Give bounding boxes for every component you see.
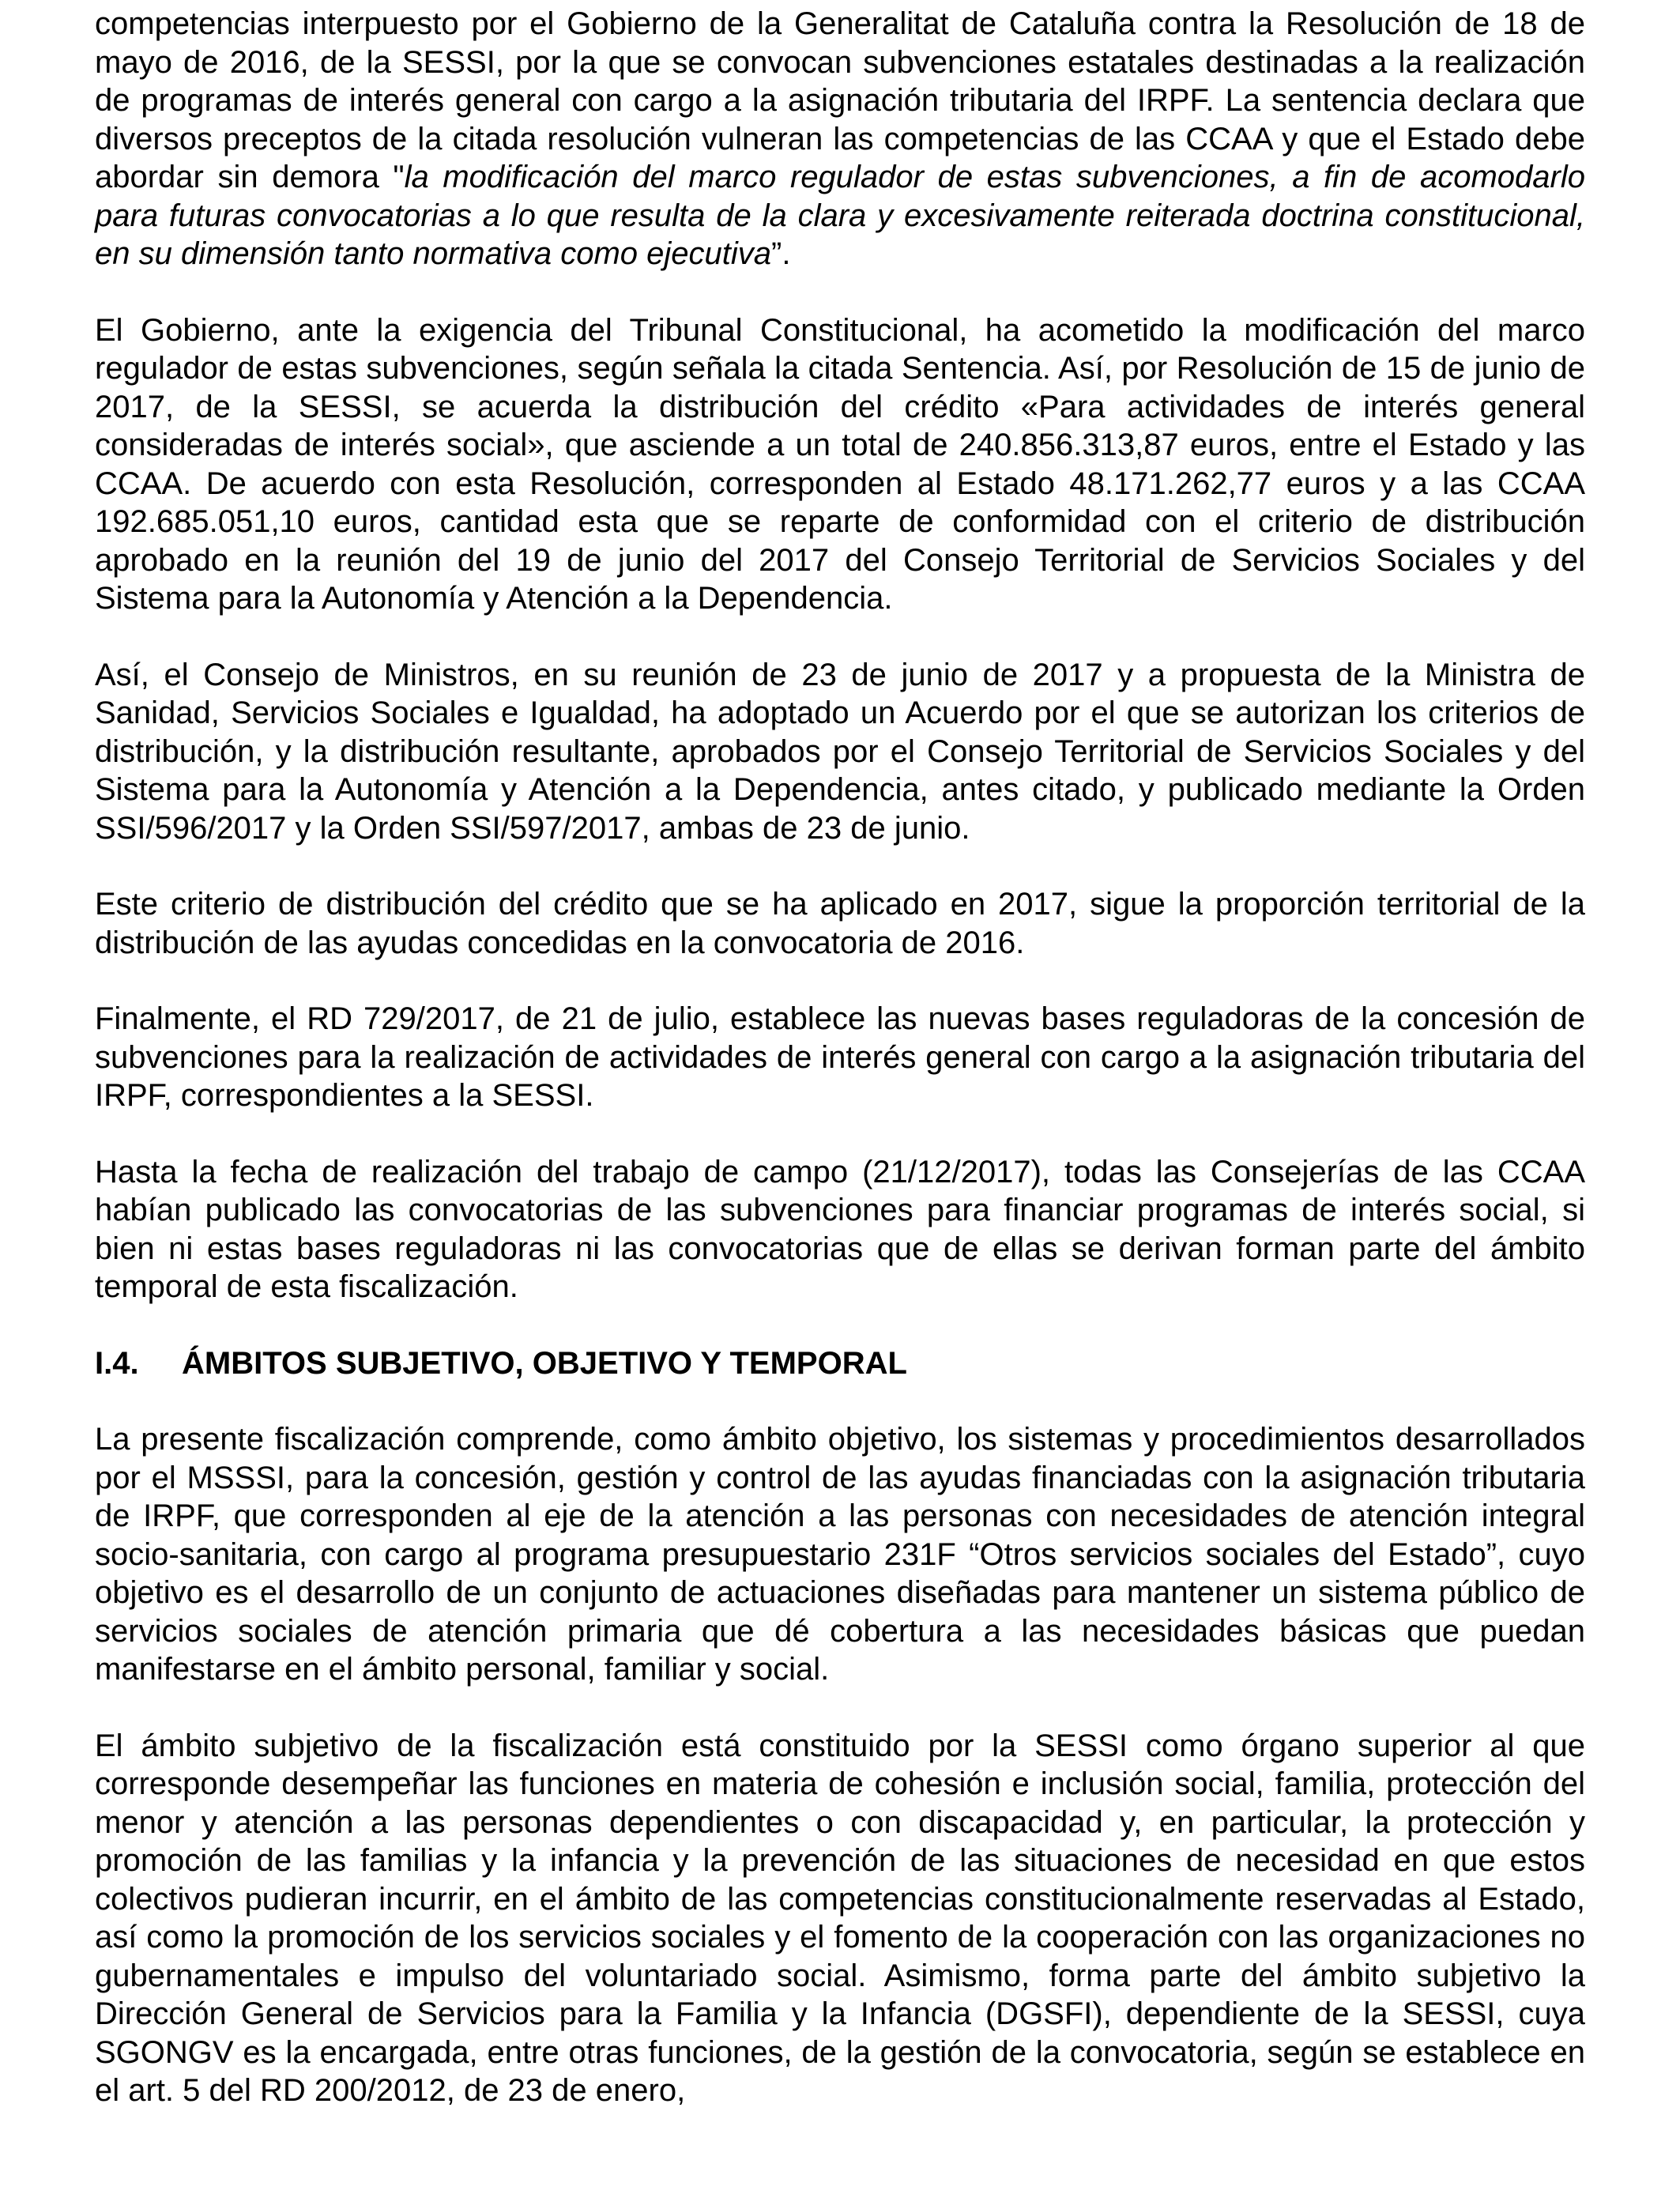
paragraph-rd-729-2017: Finalmente, el RD 729/2017, de 21 de julio, establece las nuevas bases reguladoras de la concesión de subvenciones para la realización de actividades de interés general con cargo a la asignación tributaria del IRPF, correspondientes a la SESSI. [95,1001,1585,1113]
italic-quote: la modificación del marco regulador de estas subvenciones, a fin de acomodarlo para futuras convocatorias a lo que resulta de la clara y excesivamente reiterada doctrina constitucional, en su dimensión tanto normativa como ejecutiva [95,160,1585,271]
section-heading [95,1344,1585,1383]
paragraph-ambito-subjetivo: El ámbito subjetivo de la fiscalización está constituido por la SESSI como órgano superior al que corresponde desempeñar las funciones en materia de cohesión e inclusión social, familia, protección del menor y atención a las personas dependientes o con discapacidad y, en particular, la protección y promoción de las familias y la infancia y la prevención de las situaciones de necesidad en que estos colectivos pudieran incurrir, en el ámbito de las competencias constitucionalmente reservadas al Estado, así como la promoción de los servicios sociales y el fomento de la cooperación con las organizaciones no gubernamentales e impulso del voluntariado social. Asimismo, forma parte del ámbito subjetivo la Dirección General de Servicios para la Familia y la Infancia (DGSFI), dependiente de la SESSI, cuya SGONGV es la encargada, entre otras funciones, de la gestión de la convocatoria, según se establece en el art. 5 del RD 200/2012, de 23 de enero, [95,1728,1585,2108]
paragraph-criterio-distribucion: Este criterio de distribución del crédito que se ha aplicado en 2017, sigue la proporción territorial de la distribución de las ayudas concedidas en la convocatoria de 2016. [95,887,1585,960]
paragraph-consejo-ministros: Así, el Consejo de Ministros, en su reunión de 23 de junio de 2017 y a propuesta de la Ministra de Sanidad, Servicios Sociales e Igualdad, ha adoptado un Acuerdo por el que se autorizan los criterios de distribución, y la distribución resultante, aprobados por el Consejo Territorial de Servicios Sociales y del Sistema para la Autonomía y Atención a la Dependencia, antes citado, y publicado mediante la Orden SSI/596/2017 y la Orden SSI/597/2017, ambas de 23 de junio. [95,657,1585,846]
paragraph-text-end: ”. [771,236,791,271]
paragraph-gobierno-modificacion: El Gobierno, ante la exigencia del Tribunal Constitucional, ha acometido la modificación del marco regulador de estas subvenciones, según señala la citada Sentencia. Así, por Resolución de 15 de junio de 2017, de la SESSI, se acuerda la distribución del crédito «Para actividades de interés general consideradas de interés social», que asciende a un total de 240.856.313,87 euros, entre el Estado y las CCAA. De acuerdo con esta Resolución, corresponden al Estado 48.171.262,77 euros y a las CCAA 192.685.051,10 euros, cantidad esta que se reparte de conformidad con el criterio de distribución aprobado en la reunión del 19 de junio del 2017 del Consejo Territorial de Servicios Sociales y del Sistema para la Autonomía y Atención a la Dependencia. [95,312,1585,616]
paragraph-trabajo-campo: Hasta la fecha de realización del trabajo de campo (21/12/2017), todas las Consejerías de las CCAA habían publicado las convocatorias de las subvenciones para financiar programas de interés social, si bien ni estas bases reguladoras ni las convocatorias que de ellas se derivan forman parte del ámbito temporal de esta fiscalización. [95,1154,1585,1304]
paragraph-ambito-objetivo: La presente fiscalización comprende, como ámbito objetivo, los sistemas y procedimientos desarrollados por el MSSSI, para la concesión, gestión y control de las ayudas financiadas con la asignación tributaria de IRPF, que corresponden al eje de la atención a las personas con necesidades de atención integral socio-sanitaria, con cargo al programa presupuestario 231F “Otros servicios sociales del Estado”, cuyo objetivo es el desarrollo de un conjunto de actuaciones diseñadas para mantener un sistema público de servicios sociales de atención primaria que dé cobertura a las necesidades básicas que puedan manifestarse en el ámbito personal, familiar y social. [95,1422,1585,1687]
document-page [95,5,1585,2148]
section-title: ÁMBITOS SUBJETIVO, OBJETIVO Y TEMPORAL [182,1345,907,1381]
paragraph-text: competencias interpuesto por el Gobierno de la Generalitat de Cataluña contra la Resolución de 18 de mayo de 2016, de la SESSI, por la que se convocan subvenciones estatales destinadas a la realización de programas de interés general con cargo a la asignación tributaria del IRPF. La sentencia declara que diversos preceptos de la citada resolución vulneran las competencias de las CCAA y que el Estado debe abordar sin demora " [95,6,1585,194]
paragraph-sentencia-tc [95,5,1585,273]
section-number: I.4. [95,1345,139,1381]
